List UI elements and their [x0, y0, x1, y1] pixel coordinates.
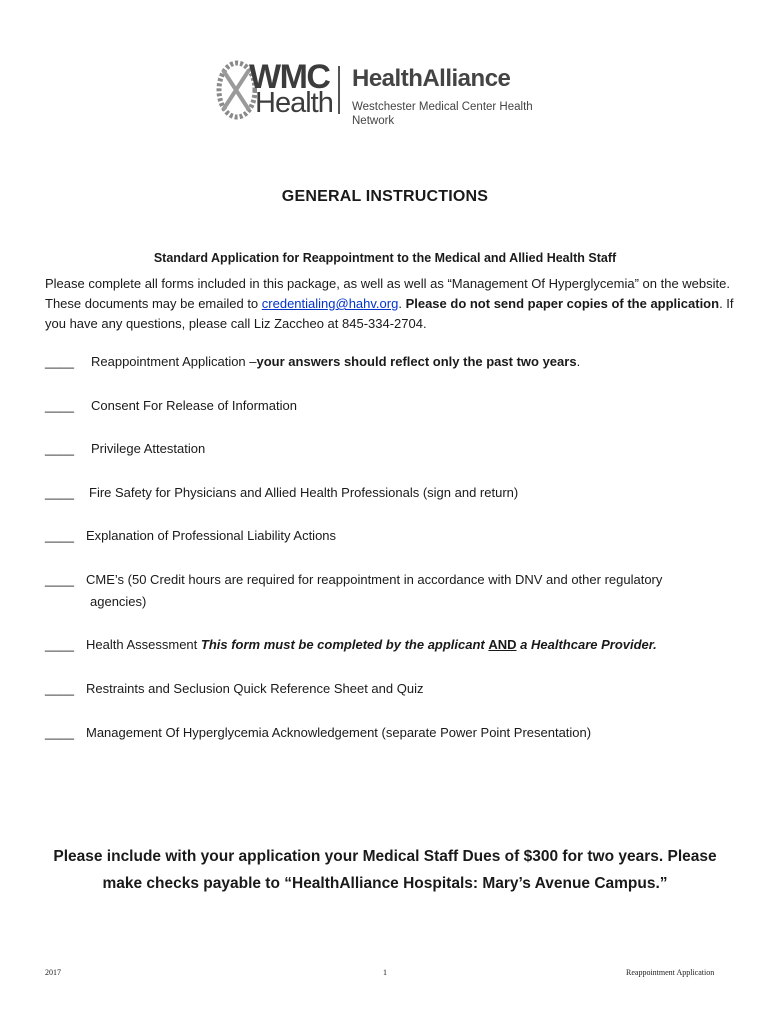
check-blank: ____: [45, 572, 74, 587]
checklist-item-fire-safety: ____ Fire Safety for Physicians and Allied Health Professionals (sign and return): [45, 482, 735, 504]
check-blank: ____: [45, 441, 74, 456]
check-blank: ____: [45, 398, 74, 413]
footer-page-number: 1: [383, 968, 387, 977]
logo-brand-text: HealthAlliance: [352, 65, 511, 92]
checklist-item-liability: ____ Explanation of Professional Liability Actions: [45, 525, 735, 547]
footer-year: 2017: [45, 968, 61, 977]
check-blank: ____: [45, 485, 74, 500]
check-blank: ____: [45, 725, 74, 740]
page-subtitle: Standard Application for Reappointment to the Medical and Allied Health Staff: [153, 251, 617, 265]
email-link[interactable]: credentialing@hahv.org: [261, 296, 399, 311]
checklist-item-hyperglycemia: ____ Management Of Hyperglycemia Acknowledgement (separate Power Point Presentation): [45, 722, 735, 744]
header-logo: [215, 58, 560, 127]
checklist-item-reappointment: ____ Reappointment Application –your answers should reflect only the past two years.: [45, 351, 735, 373]
check-blank: ____: [45, 681, 74, 696]
footer-doc-title: Reappointment Application: [626, 968, 715, 977]
check-blank: ____: [45, 637, 74, 652]
checklist-item-health: ____ Health Assessment This form must be completed by the applicant AND a Healthcare Provider.: [45, 634, 735, 656]
checklist-item-cme-cont: agencies): [90, 594, 147, 609]
checklist-item-consent: ____ Consent For Release of Information: [45, 395, 735, 417]
intro-bold: Please do not send paper copies of the application: [405, 296, 720, 311]
logo-health-text: Health: [255, 87, 333, 119]
logo-wmc-text: WMC: [249, 58, 330, 96]
logo-network-text: Westchester Medical Center Health Network: [352, 101, 533, 127]
intro-paragraph: Please complete all forms included in this package, as well as well as “Management Of Hyperglycemia” on the website. These documents may be emailed to credentialing@hahv.org. Please do not send paper copies of the application. If you have any questions, please call Liz Zaccheo at 845-334-2704.: [45, 276, 734, 331]
dues-notice: Please include with your application your Medical Staff Dues of $300 for two years. Please make checks payable to “HealthAlliance Hospitals: Mary’s Avenue Campus.”: [53, 848, 717, 892]
check-blank: ____: [45, 354, 74, 369]
checklist-item-restraints: ____ Restraints and Seclusion Quick Reference Sheet and Quiz: [45, 678, 735, 700]
checklist-item-cme: ____ CME’s (50 Credit hours are required for reappointment in accordance with DNV and other regulatory: [45, 569, 735, 591]
page-title: GENERAL INSTRUCTIONS: [281, 188, 489, 205]
logo-divider: [338, 66, 340, 114]
check-blank: ____: [45, 528, 74, 543]
checklist-item-privilege: ____ Privilege Attestation: [45, 438, 735, 460]
